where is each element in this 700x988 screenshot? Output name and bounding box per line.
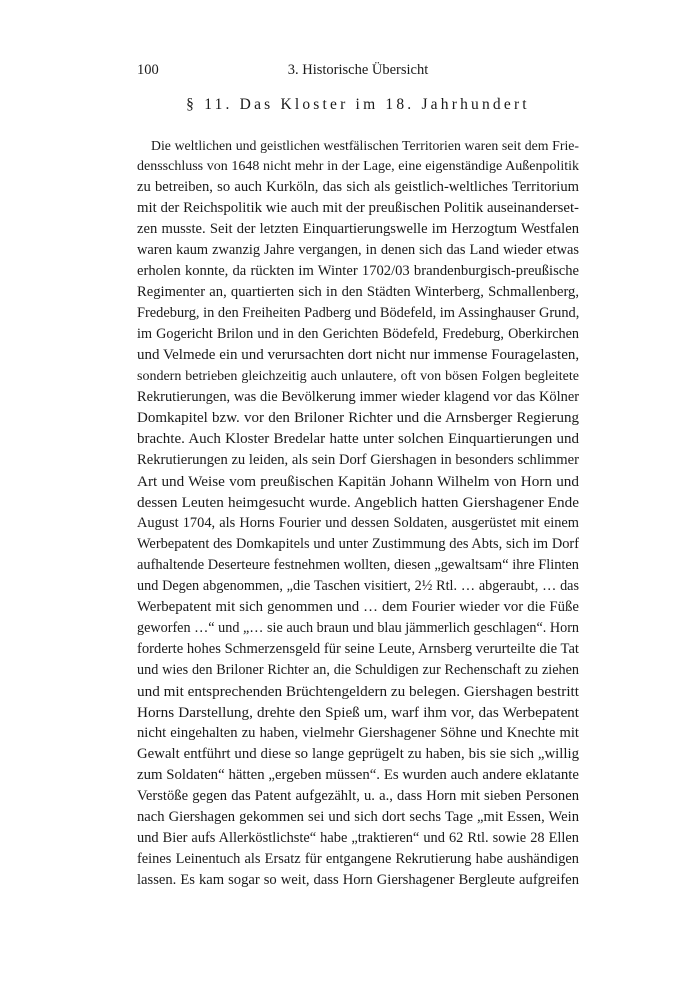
text-line: nicht eingehalten zu haben, vielmehr Giershagener Söhne und Knechte mit: [137, 725, 579, 741]
text-line: im Gogericht Brilon und in den Gerichten Bödefeld, Fredeburg, Oberkirchen: [137, 326, 579, 342]
text-line: nach Giershagen gekommen sei und sich dort sechs Tage „mit Essen, Wein: [137, 809, 579, 825]
text-line: mit der Reichspolitik wie auch mit der preußischen Politik auseinanderset-: [137, 200, 579, 216]
text-line: zen musste. Seit der letzten Einquartierungswelle im Herzogtum Westfalen: [137, 221, 579, 237]
text-line: Die weltlichen und geistlichen westfälischen Territorien waren seit dem Frie-: [151, 138, 579, 153]
text-line: Rekrutierungen zu leiden, als sein Dorf Giershagen in besonders schlimmer: [137, 452, 579, 468]
text-line: Werbepatent des Domkapitels und unter Zustimmung des Abts, sich im Dorf: [137, 536, 579, 552]
text-line: Rekrutierungen, was die Bevölkerung immer wieder klagend vor das Kölner: [137, 389, 579, 405]
text-line: geworfen …“ und „… sie auch braun und blau jämmerlich geschlagen“. Horn: [137, 620, 579, 636]
text-line: erholen konnte, da rückten im Winter 1702/03 brandenburgisch-preußische: [137, 263, 579, 279]
text-line: sondern betrieben gleichzeitig auch unlautere, oft von bösen Folgen begleitete: [137, 369, 579, 384]
text-line: Regimenter an, quartierten sich in den Städten Winterberg, Schmallenberg,: [137, 284, 579, 300]
text-line: und mit entsprechenden Brüchtengeldern zu belegen. Giershagen bestritt: [137, 683, 579, 700]
text-line: waren kaum zwanzig Jahre vergangen, in denen sich das Land wieder etwas: [137, 242, 579, 258]
text-line: und wies den Briloner Richter an, die Schuldigen zur Rechenschaft zu ziehen: [137, 662, 579, 678]
text-line: zum Soldaten“ hätten „ergeben müssen“. Es wurden auch andere eklatante: [137, 767, 579, 783]
text-line: feines Leinentuch als Ersatz für entgangene Rekrutierung habe aushändigen: [137, 851, 579, 867]
text-line: dessen Leuten heimgesucht wurde. Angeblich hatten Giershagener Ende: [137, 494, 579, 511]
text-line: Gewalt entführt und diese so lange geprügelt zu haben, bis sie sich „willig: [137, 746, 579, 762]
text-line: zu betreiben, so auch Kurköln, das sich als geistlich-weltliches Territorium: [137, 179, 579, 195]
text-line: und Degen abgenommen, „die Taschen visitiert, 2½ Rtl. … abgeraubt, … das: [137, 578, 579, 594]
section-heading: § 11. Das Kloster im 18. Jahrhundert: [186, 96, 530, 113]
text-line: Fredeburg, in den Freiheiten Padberg und Bödefeld, im Assinghauser Grund,: [137, 305, 579, 321]
text-line: Art und Weise vom preußischen Kapitän Johann Wilhelm von Horn und: [137, 473, 579, 490]
page-number: 100: [137, 62, 159, 78]
text-line: densschluss von 1648 nicht mehr in der Lage, eine eigenständige Außenpolitik: [137, 159, 579, 174]
text-line: Horns Darstellung, drehte den Spieß um, warf ihm vor, das Werbepatent: [137, 704, 579, 721]
text-line: lassen. Es kam sogar so weit, dass Horn Giershagener Bergleute aufgreifen: [137, 872, 579, 888]
text-line: und Bier aufs Allerköstlichste“ habe „traktieren“ und 62 Rtl. sowie 28 Ellen: [137, 830, 579, 846]
text-line: aufhaltende Deserteure festnehmen wollten, diesen „gewaltsam“ ihre Flinten: [137, 557, 579, 573]
running-head: [137, 62, 579, 82]
text-line: Verstöße gegen das Patent aufgezählt, u. a., dass Horn mit sieben Personen: [137, 788, 579, 804]
text-line: brachte. Auch Kloster Bredelar hatte unter solchen Einquartierungen und: [137, 431, 579, 447]
text-line: Werbepatent mit sich genommen und … dem Fourier wieder vor die Füße: [137, 599, 579, 615]
text-line: forderte hohes Schmerzensgeld für seine Leute, Arnsberg verurteilte die Tat: [137, 641, 579, 657]
text-line: August 1704, als Horns Fourier und dessen Soldaten, ausgerüstet mit einem: [137, 515, 579, 531]
text-line: und Velmede ein und verursachten dort nicht nur immense Fouragelasten,: [137, 347, 579, 363]
running-title: 3. Historische Übersicht: [287, 62, 429, 78]
body-paragraph: [137, 135, 579, 891]
text-line: Domkapitel bzw. vor den Briloner Richter und die Arnsberger Regierung: [137, 410, 579, 426]
